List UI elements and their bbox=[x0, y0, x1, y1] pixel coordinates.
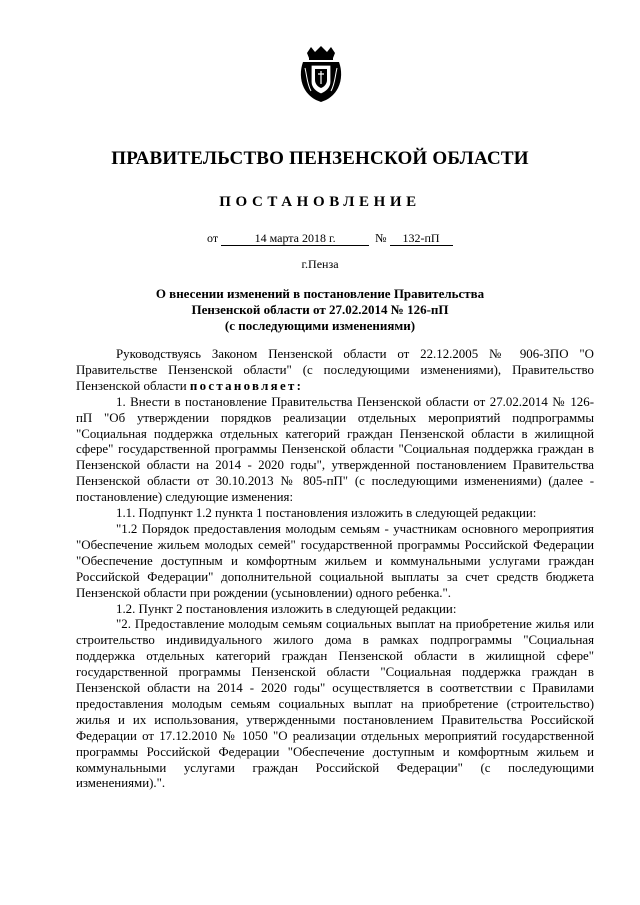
document-subject bbox=[120, 286, 520, 334]
subject-line: О внесении изменений в постановление Правительства bbox=[155, 286, 485, 301]
date-prefix: от bbox=[207, 231, 219, 245]
item-1-paragraph: 1. Внести в постановление Правительства Пензенской области от 27.02.2014 № 126-пП "Об утверждении порядков реализации отдельных мероприятий подпрограммы "Социальная поддержка отдельных категорий граждан Пензенской области в жилищной сфере" государственной программы Пензенской области "Социальная поддержка граждан в Пензенской области на 2014 - 2020 годы", утвержденной постановлением Правительства Пензенской области от 30.10.2013 № 805-пП" (с последующими изменениями) (далее - постановление) следующие изменения: bbox=[76, 394, 594, 505]
preamble-paragraph bbox=[76, 347, 594, 395]
item-1-1-text-paragraph: "1.2 Порядок предоставления молодым семьям - участникам основного мероприятия "Обеспечение жильем молодых семей" государственной программы Российской Федерации "Обеспечение доступным и комфортным жильем и коммунальными услугами граждан Российской Федерации" дополнительной социальной выплаты за счет средств бюджета Пензенской области при рождении (усыновлении) одного ребенка.". bbox=[76, 521, 594, 600]
item-1-2-paragraph: 1.2. Пункт 2 постановления изложить в следующей редакции: bbox=[116, 601, 457, 616]
decree-word: постановляет: bbox=[189, 378, 304, 393]
item-1-2-text-paragraph: "2. Предоставление молодым семьям социальных выплат на приобретение жилья или строительство индивидуального жилого дома в рамках подпрограммы "Социальная поддержка отдельных категорий граждан Пензенской области в жилищной сфере" государственной программы Пензенской области "Социальная поддержка граждан в Пензенской области на 2014 - 2020 годы" осуществляется в соответствии с Правилами предоставления молодым семьям социальных выплат на приобретение (строительство) жилья и их использования, утвержденными постановлением Правительства Российской Федерации от 17.12.2010 № 1050 "О реализации отдельных мероприятий государственной программы Российской Федерации "Обеспечение доступным и комфортным жильем и коммунальными услугами граждан Российской Федерации" (с последующими изменениями).". bbox=[76, 617, 594, 791]
document-body bbox=[76, 347, 594, 792]
coat-of-arms-icon bbox=[298, 46, 344, 102]
organization-title: ПРАВИТЕЛЬСТВО ПЕНЗЕНСКОЙ ОБЛАСТИ bbox=[111, 148, 529, 169]
item-1-1-paragraph: 1.1. Подпункт 1.2 пункта 1 постановления изложить в следующей редакции: bbox=[116, 506, 537, 521]
subject-line: Пензенской области от 27.02.2014 № 126-пП bbox=[191, 302, 449, 317]
document-number: 132-пП bbox=[390, 232, 453, 246]
date-number-line bbox=[207, 231, 453, 246]
document-type-title: ПОСТАНОВЛЕНИЕ bbox=[219, 194, 421, 210]
subject-line: (с последующими изменениями) bbox=[224, 318, 416, 333]
preamble-text: Руководствуясь Законом Пензенской области от 22.12.2005 № 906-ЗПО "О Правительстве Пензенской области" (с последующими изменениями), Правительство Пензенской области bbox=[76, 347, 594, 393]
number-prefix: № bbox=[375, 231, 387, 245]
document-date: 14 марта 2018 г. bbox=[221, 232, 369, 246]
city-line: г.Пенза bbox=[301, 257, 339, 271]
